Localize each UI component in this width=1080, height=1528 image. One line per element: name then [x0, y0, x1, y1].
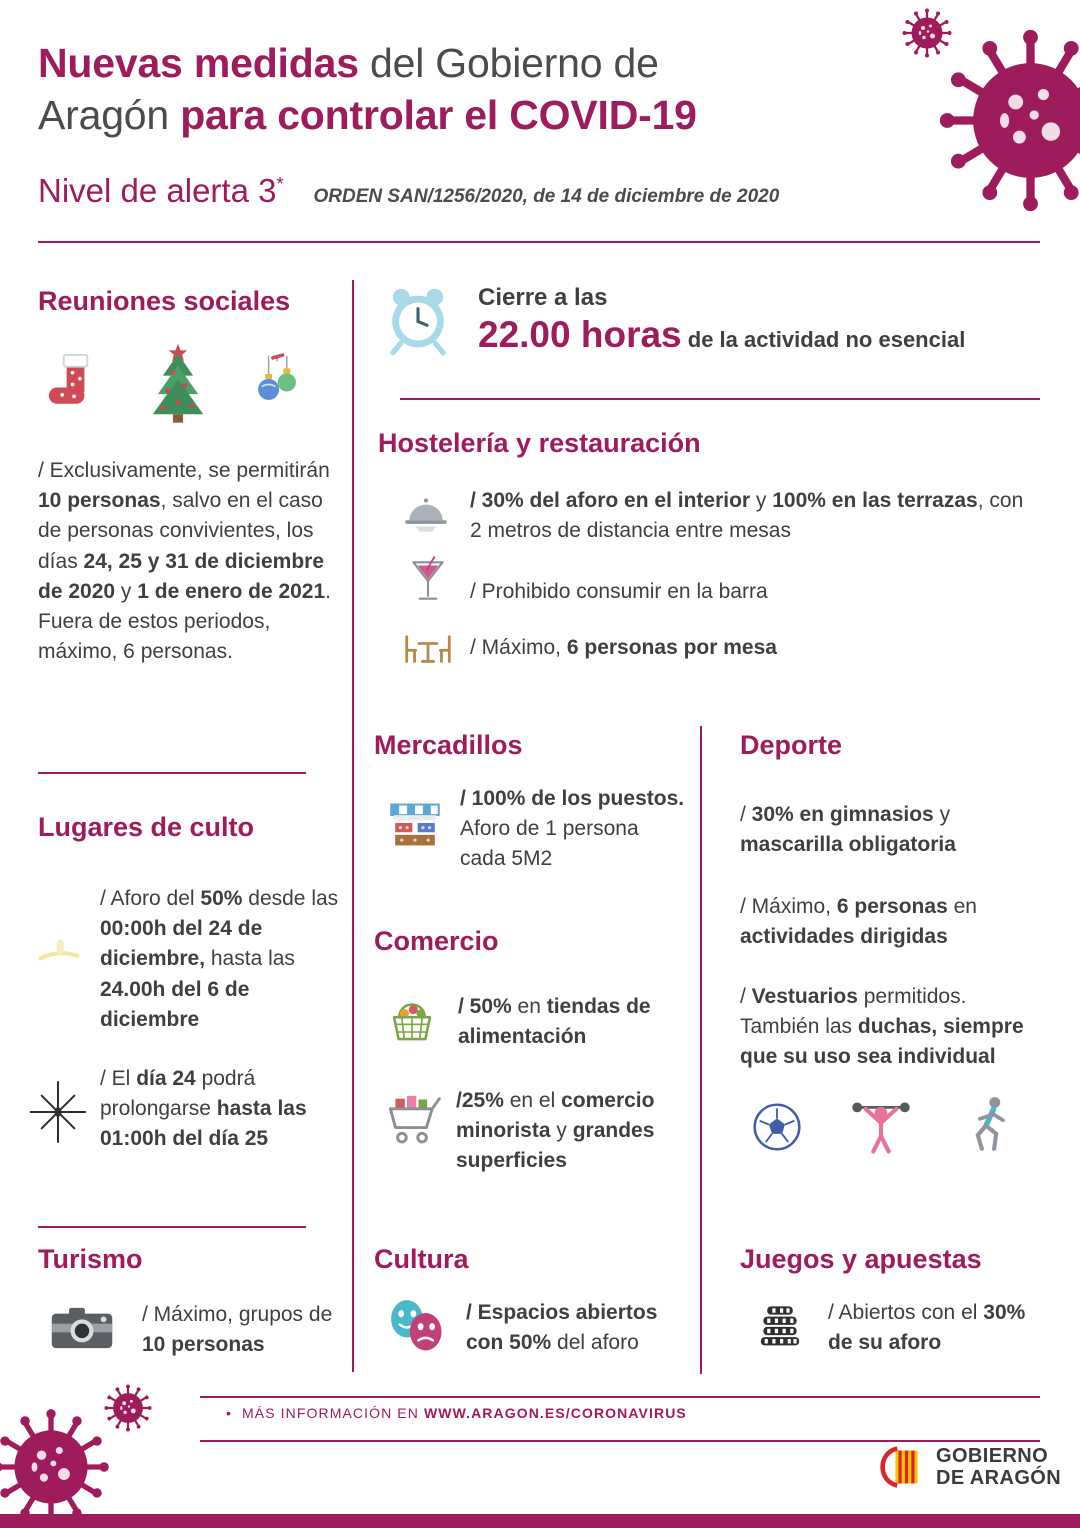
- left-divider-1: [38, 772, 306, 774]
- left-divider-2: [38, 1226, 306, 1228]
- section-heading-juegos: Juegos y apuestas: [740, 1244, 982, 1274]
- logo-line-1: GOBIERNO: [936, 1444, 1049, 1467]
- table-chairs-icon: [396, 620, 460, 676]
- virus-icon: [0, 1408, 110, 1526]
- footer-info-text: [242, 1405, 687, 1421]
- column-divider-left: [352, 280, 354, 1372]
- footer-info: [226, 1405, 687, 1421]
- header-divider: [38, 241, 1040, 243]
- gobierno-aragon-logo: [878, 1444, 1061, 1490]
- section-heading-comercio: Comercio: [374, 926, 499, 956]
- mercadillos-item-text: / 100% de los puestos. Aforo de 1 persona cada 5M2: [460, 787, 685, 871]
- section-heading-turismo: Turismo: [38, 1244, 143, 1274]
- column-divider-mid: [700, 726, 702, 1374]
- cierre-divider: [400, 398, 1040, 400]
- hosteleria-item-text: / 30% del aforo en el interior y 100% en las terrazas, con 2 metros de distancia entre mesas: [470, 489, 1024, 543]
- alarm-clock-icon: [380, 282, 456, 358]
- section-heading-mercadillos: Mercadillos: [374, 730, 523, 760]
- reuniones-text: / Exclusivamente, se permitirán 10 personas, salvo en el caso de personas convivientes, los días 24, 25 y 31 de diciembre de 2020 y 1 de enero de 2021. Fuera de estos periodos, máximo, 6 personas.: [38, 459, 332, 664]
- title-rest-2: Aragón: [38, 91, 181, 138]
- theater-masks-icon: [378, 1290, 456, 1362]
- section-heading-lugares: Lugares de culto: [38, 812, 255, 842]
- cierre-intro: Cierre a las: [478, 284, 608, 311]
- food-basket-icon: [380, 984, 444, 1048]
- deporte-item-text: / 30% en gimnasios y mascarilla obligatoria: [740, 803, 956, 857]
- order-reference: ORDEN SAN/1256/2020, de 14 de diciembre de 2020: [313, 186, 780, 207]
- baubles-icon: [242, 344, 312, 432]
- footer-info-url: WWW.ARAGON.ES/CORONAVIRUS: [423, 1405, 687, 1421]
- hosteleria-item-text: / Máximo, 6 personas por mesa: [470, 636, 777, 659]
- sports-icons-row: [746, 1092, 1022, 1162]
- section-heading-reuniones: Reuniones sociales: [38, 286, 291, 316]
- section-heading-hosteleria: Hostelería y restauración: [378, 428, 701, 458]
- cierre-time-line: [478, 314, 965, 356]
- title-rest-1: del Gobierno de: [358, 40, 659, 86]
- camera-icon: [34, 1292, 130, 1364]
- comercio-item-text: /25% en el comercio minorista y grandes superficies: [456, 1089, 655, 1173]
- christmas-tree-icon: [136, 336, 220, 432]
- title-accent-2: para controlar el COVID-19: [180, 91, 697, 138]
- section-heading-deporte: Deporte: [740, 730, 843, 760]
- lugares-item-text: / El día 24 podrá prolongarse hasta las 01:00h del día 25: [100, 1067, 307, 1151]
- weightlifter-icon: [846, 1092, 916, 1162]
- logo-text: [936, 1445, 1061, 1490]
- hosteleria-item-text: / Prohibido consumir en la barra: [470, 580, 768, 603]
- cocktail-glass-icon: [402, 548, 454, 612]
- alert-footnote-mark: *: [276, 174, 284, 194]
- comercio-item-text: / 50% en tiendas de alimentación: [458, 995, 651, 1049]
- candles-icon: [26, 915, 92, 981]
- deporte-item-text: / Máximo, 6 personas en actividades dirigidas: [740, 895, 977, 949]
- christmas-stocking-icon: [40, 340, 114, 432]
- runner-icon: [954, 1093, 1022, 1161]
- christmas-icons-row: [40, 336, 312, 432]
- cultura-item-text: / Espacios abiertos con 50% del aforo: [466, 1301, 658, 1355]
- section-heading-cultura: Cultura: [374, 1244, 469, 1274]
- deporte-item-text: / Vestuarios permitidos. También las duchas, siempre que su uso sea individual: [740, 985, 1024, 1069]
- shopping-cart-icon: [376, 1080, 448, 1152]
- cloche-icon: [398, 488, 454, 540]
- logo-line-2: DE ARAGÓN: [936, 1467, 1062, 1489]
- lugares-item-text: / Aforo del 50% desde las 00:00h del 24 de diciembre, hasta las 24.00h del 6 de diciembre: [100, 887, 339, 1031]
- cierre-block: [478, 284, 965, 356]
- juegos-item-text: / Abiertos con el 30% de su aforo: [828, 1301, 1026, 1355]
- aragon-flag-icon: [878, 1444, 924, 1490]
- cierre-time: 22.00 horas: [478, 314, 682, 355]
- cierre-suffix: de la actividad no esencial: [681, 327, 966, 352]
- footer-divider-bottom: [200, 1440, 1040, 1442]
- alert-level: [38, 172, 284, 210]
- bottom-bar: [0, 1514, 1080, 1528]
- title-accent-1: Nuevas medidas: [38, 40, 359, 86]
- turismo-item-text: / Máximo, grupos de 10 personas: [142, 1303, 333, 1357]
- virus-icon: [104, 1384, 152, 1432]
- football-icon: [746, 1096, 808, 1158]
- page-title: [38, 38, 868, 141]
- bullet-icon: •: [226, 1405, 233, 1421]
- footer-divider-top: [200, 1396, 1040, 1398]
- market-stall-icon: [382, 790, 448, 856]
- footer-info-prefix: MÁS INFORMACIÓN EN: [242, 1405, 424, 1421]
- alert-level-text: Nivel de alerta 3: [38, 172, 277, 209]
- poker-chips-icon: [748, 1290, 812, 1356]
- star-icon: [24, 1078, 92, 1146]
